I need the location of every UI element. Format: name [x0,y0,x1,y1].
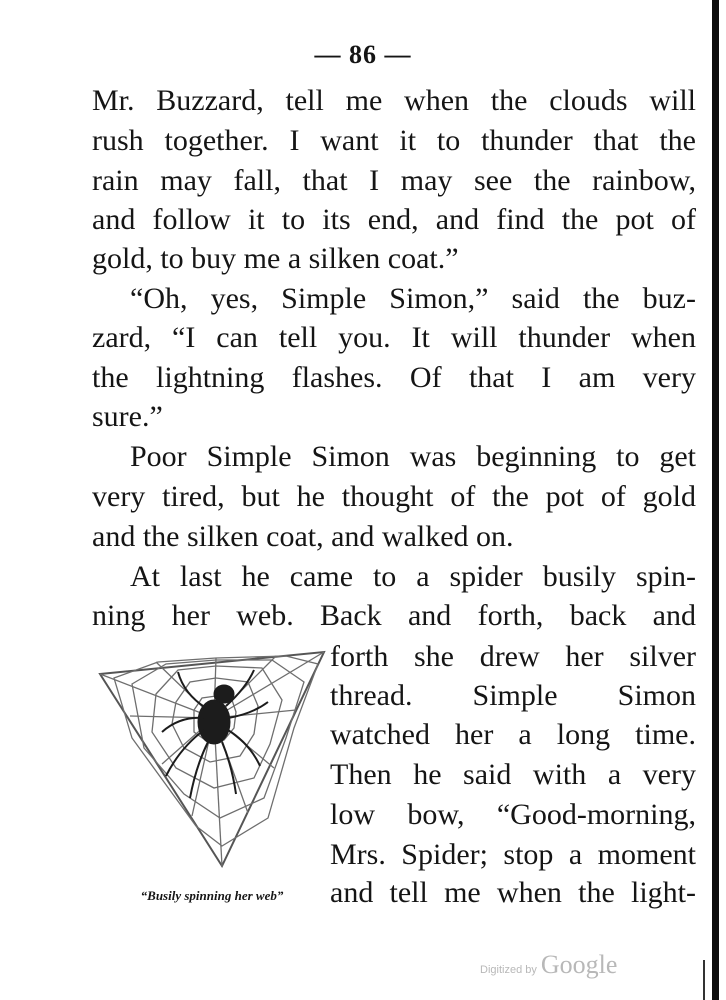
google-watermark [480,950,640,980]
text-line: Then he said with a very [330,758,696,791]
text-line: and follow it to its end, and find the pot of [92,203,696,236]
spider-web-illustration [96,648,326,883]
watermark-brand: Google [540,950,618,979]
text-line: the lightning flashes. Of that I am very [92,361,696,394]
text-line: rush together. I want it to thunder that the [92,124,696,157]
text-line: At last he came to a spider busily spin- [130,560,696,593]
text-line: zard, “I can tell you. It will thunder when [92,321,696,354]
text-line: very tired, but he thought of the pot of gold [92,480,696,513]
right-edge-rule [712,0,719,1000]
text-line: low bow, “Good-morning, [330,798,696,831]
text-line: Mrs. Spider; stop a moment [330,838,696,871]
text-line: sure.” [92,400,163,433]
text-line: watched her a long time. [330,718,696,751]
text-line: gold, to buy me a silken coat.” [92,242,459,275]
text-line: rain may fall, that I may see the rainbow, [92,164,696,197]
text-line: ning her web. Back and forth, back and [92,599,696,632]
page-number: — 86 — [314,40,412,69]
text-line: Mr. Buzzard, tell me when the clouds will [92,84,696,117]
text-line: and tell me when the light- [330,876,696,909]
text-line: Poor Simple Simon was beginning to get [130,440,696,473]
figure-caption: “Busily spinning her web” [140,888,284,903]
right-edge-rule-secondary [703,960,705,1000]
text-line: and the silken coat, and walked on. [92,520,514,553]
text-line: “Oh, yes, Simple Simon,” said the buz- [130,282,696,315]
text-line: forth she drew her silver [330,640,696,673]
spider-web-icon [96,648,326,883]
text-line: thread. Simple Simon [330,679,696,712]
watermark-prefix: Digitized by [480,964,537,976]
